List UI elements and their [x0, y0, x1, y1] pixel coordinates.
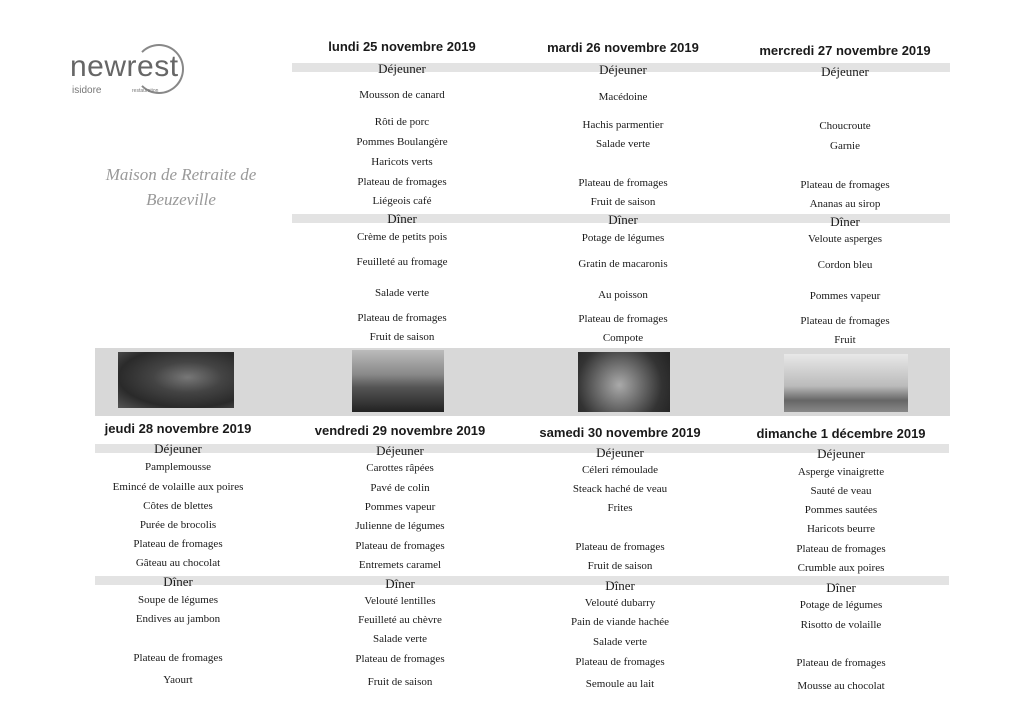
lunch-dish: Frites	[607, 502, 633, 514]
institution-line-2: Beuzeville	[146, 190, 216, 209]
lunch-dish: Emincé de volaille aux poires	[112, 481, 244, 493]
dinner-heading: Dîner	[826, 580, 856, 595]
logo-subtitle: isidore	[72, 85, 102, 96]
lunch-dish: Côtes de blettes	[143, 500, 213, 512]
dinner-dish: Risotto de volaille	[800, 619, 882, 631]
dinner-dish: Feuilleté au chèvre	[358, 614, 442, 626]
lunch-dish: Plateau de fromages	[133, 538, 223, 550]
dinner-dish: Crème de petits pois	[356, 231, 448, 243]
dinner-dish: Plateau de fromages	[575, 656, 665, 668]
day-date: jeudi 28 novembre 2019	[104, 421, 252, 436]
day-date: mardi 26 novembre 2019	[547, 40, 699, 55]
dinner-dish: Veloute asperges	[807, 233, 883, 245]
dinner-dish: Fruit	[834, 334, 856, 346]
dinner-dish: Au poisson	[598, 289, 648, 301]
lunch-dish: Plateau de fromages	[800, 179, 890, 191]
dinner-dish: Gratin de macaronis	[578, 258, 668, 270]
lunch-dish: Mousson de canard	[359, 89, 445, 101]
newrest-logo	[62, 44, 187, 102]
dinner-dish: Salade verte	[372, 633, 428, 645]
logo-wordmark: newrest	[70, 50, 179, 83]
dinner-dish: Pommes vapeur	[809, 290, 881, 302]
day-date: lundi 25 novembre 2019	[328, 39, 476, 54]
dinner-dish: Potage de légumes	[799, 599, 883, 611]
dinner-dish: Fruit de saison	[369, 331, 435, 343]
lunch-dish: Steack haché de veau	[572, 483, 668, 495]
dinner-dish: Endives au jambon	[135, 613, 221, 625]
dinner-dish: Plateau de fromages	[133, 652, 223, 664]
lunch-dish: Asperge vinaigrette	[797, 466, 885, 478]
lunch-dish: Sauté de veau	[810, 485, 872, 497]
fruit-basket-photo	[578, 352, 670, 412]
dinner-heading: Dîner	[387, 211, 417, 226]
lunch-dish: Pommes vapeur	[364, 501, 436, 513]
dinner-dish: Feuilleté au fromage	[356, 256, 448, 268]
lunch-dish: Purée de brocolis	[139, 519, 217, 531]
dinner-dish: Semoule au lait	[585, 678, 655, 690]
lunch-dish: Plateau de fromages	[796, 543, 886, 555]
dinner-heading: Dîner	[608, 212, 638, 227]
day-date: samedi 30 novembre 2019	[539, 425, 701, 440]
institution-line-1: Maison de Retraite de	[105, 165, 257, 184]
lunch-dish: Haricots verts	[371, 156, 433, 168]
lunch-dish: Fruit de saison	[590, 196, 656, 208]
dinner-heading: Dîner	[830, 214, 860, 229]
day-date: dimanche 1 décembre 2019	[756, 426, 926, 441]
logo-subtitle-small: restauration	[132, 88, 159, 94]
dinner-dish: Velouté lentilles	[364, 595, 436, 607]
lunch-dish: Liégeois café	[372, 195, 432, 207]
lunch-dish: Carottes râpées	[366, 462, 434, 474]
lunch-dish: Garnie	[830, 140, 860, 152]
dinner-heading: Dîner	[385, 576, 415, 591]
lunch-dish: Salade verte	[595, 138, 651, 150]
lunch-dish: Hachis parmentier	[582, 119, 664, 131]
lunch-dish: Pamplemousse	[145, 461, 211, 473]
dinner-dish: Plateau de fromages	[800, 315, 890, 327]
lunch-dish: Plateau de fromages	[355, 540, 445, 552]
lunch-dish: Macédoine	[598, 91, 648, 103]
trees-path-photo	[352, 350, 444, 412]
dinner-dish: Plateau de fromages	[578, 313, 668, 325]
dinner-dish: Pain de viande hachée	[570, 616, 670, 628]
dinner-heading: Dîner	[163, 574, 193, 589]
dinner-dish: Cordon bleu	[817, 259, 873, 271]
day-date: mercredi 27 novembre 2019	[759, 43, 931, 58]
dinner-dish: Plateau de fromages	[355, 653, 445, 665]
lunch-dish: Entremets caramel	[358, 559, 442, 571]
dinner-dish: Fruit de saison	[367, 676, 433, 688]
dinner-dish: Soupe de légumes	[137, 594, 219, 606]
dinner-dish: Salade verte	[374, 287, 430, 299]
tree-park-photo	[784, 354, 908, 412]
lunch-heading: Déjeuner	[378, 61, 426, 76]
lunch-dish: Gâteau au chocolat	[135, 557, 221, 569]
lunch-heading: Déjeuner	[821, 64, 869, 79]
lunch-dish: Haricots beurre	[806, 523, 876, 535]
lunch-dish: Choucroute	[819, 120, 871, 132]
lunch-heading: Déjeuner	[376, 443, 424, 458]
dinner-dish: Mousse au chocolat	[797, 680, 885, 692]
lunch-heading: Déjeuner	[817, 446, 865, 461]
lunch-heading: Déjeuner	[596, 445, 644, 460]
dinner-dish: Compote	[602, 332, 644, 344]
lunch-dish: Julienne de légumes	[355, 520, 445, 532]
lunch-dish: Rôti de porc	[374, 116, 430, 128]
dinner-dish: Velouté dubarry	[584, 597, 656, 609]
dinner-dish: Plateau de fromages	[357, 312, 447, 324]
lunch-dish: Pavé de colin	[370, 482, 430, 494]
lunch-dish: Plateau de fromages	[578, 177, 668, 189]
lunch-dish: Crumble aux poires	[797, 562, 885, 574]
dinner-dish: Yaourt	[163, 674, 193, 686]
lunch-dish: Fruit de saison	[587, 560, 653, 572]
lunch-dish: Plateau de fromages	[357, 176, 447, 188]
lunch-dish: Céleri rémoulade	[581, 464, 659, 476]
lunch-heading: Déjeuner	[154, 441, 202, 456]
institution-title	[62, 162, 300, 212]
dinner-dish: Salade verte	[592, 636, 648, 648]
lunch-heading: Déjeuner	[599, 62, 647, 77]
lunch-dish: Plateau de fromages	[575, 541, 665, 553]
autumn-leaves-photo	[118, 352, 234, 408]
lunch-dish: Pommes Boulangère	[356, 136, 448, 148]
day-date: vendredi 29 novembre 2019	[314, 423, 486, 438]
dinner-heading: Dîner	[605, 578, 635, 593]
dinner-dish: Potage de légumes	[581, 232, 665, 244]
dinner-dish: Plateau de fromages	[796, 657, 886, 669]
lunch-dish: Ananas au sirop	[809, 198, 881, 210]
lunch-dish: Pommes sautées	[804, 504, 878, 516]
